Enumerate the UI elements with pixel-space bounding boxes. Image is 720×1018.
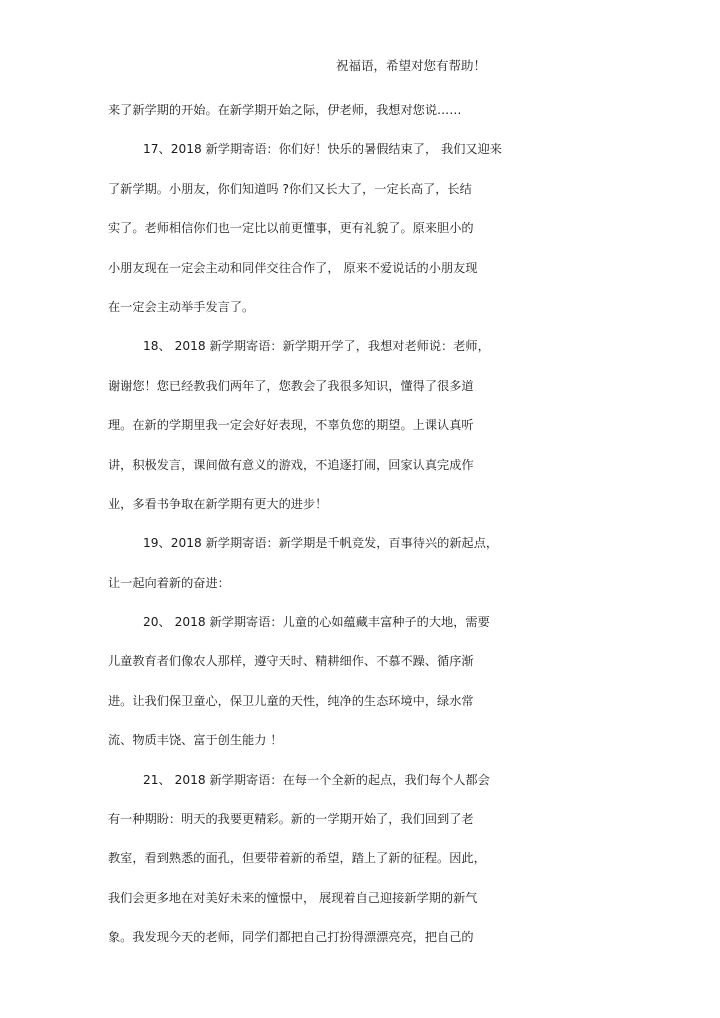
text-line: 实了。老师相信你们也一定比以前更懂事，更有礼貌了。原来胆小的: [108, 221, 474, 236]
text-line: 流、物质丰饶、富于创生能力 ！: [108, 733, 283, 748]
text-line: 21、 2018 新学期寄语：在每一个全新的起点，我们每个人都会: [143, 772, 490, 787]
text-line: 19、2018 新学期寄语：新学期是千帆竞发，百事待兴的新起点，: [143, 536, 499, 551]
text-line: 小朋友现在一定会主动和同伴交往合作了， 原来不爱说话的小朋友现: [108, 260, 478, 275]
text-line: 谢谢您！您已经教我们两年了，您教会了我很多知识，懂得了很多道: [108, 378, 474, 393]
text-line: 讲，积极发言，课间做有意义的游戏，不追逐打闹，回家认真完成作: [108, 457, 474, 472]
text-line: 教室，看到熟悉的面孔，但要带着新的希望，踏上了新的征程。因此，: [108, 851, 486, 866]
body-text: [108, 102, 508, 969]
text-line: 儿童教育者们像农人那样，遵守天时、精耕细作、不慕不躁、循序渐: [108, 654, 474, 669]
text-line: 有一种期盼：明天的我要更精彩。新的一学期开始了，我们回到了老: [108, 812, 474, 827]
text-line: 来了新学期的开始。在新学期开始之际，伊老师，我想对您说……: [108, 103, 462, 117]
text-line: 了新学期。小朋友，你们知道吗 ?你们又长大了，一定长高了，长结: [108, 181, 472, 196]
text-line: 让一起向着新的奋进：: [108, 575, 230, 590]
text-line: 象。我发现今天的老师，同学们都把自己打扮得漂漂亮亮，把自己的: [108, 930, 474, 945]
page-header: 祝福语，希望对您有帮助！: [336, 58, 487, 73]
text-line: 我们会更多地在对美好未来的憧憬中， 展现着自己迎接新学期的新气: [108, 890, 478, 905]
text-line: 20、 2018 新学期寄语：儿童的心如蕴藏丰富种子的大地，需要: [143, 615, 490, 630]
text-line: 18、 2018 新学期寄语：新学期开学了，我想对老师说：老师，: [143, 339, 490, 354]
text-line: 业，多看书争取在新学期有更大的进步！: [108, 496, 328, 511]
text-line: 17、2018 新学期寄语：你们好！快乐的暑假结束了， 我们又迎来: [143, 142, 502, 157]
text-line: 理。在新的学期里我一定会好好表现，不辜负您的期望。上课认真听: [108, 418, 474, 433]
text-line: 在一定会主动举手发言了。: [108, 299, 255, 314]
text-line: 进。让我们保卫童心，保卫儿童的天性，纯净的生态环境中，绿水常: [108, 693, 474, 708]
